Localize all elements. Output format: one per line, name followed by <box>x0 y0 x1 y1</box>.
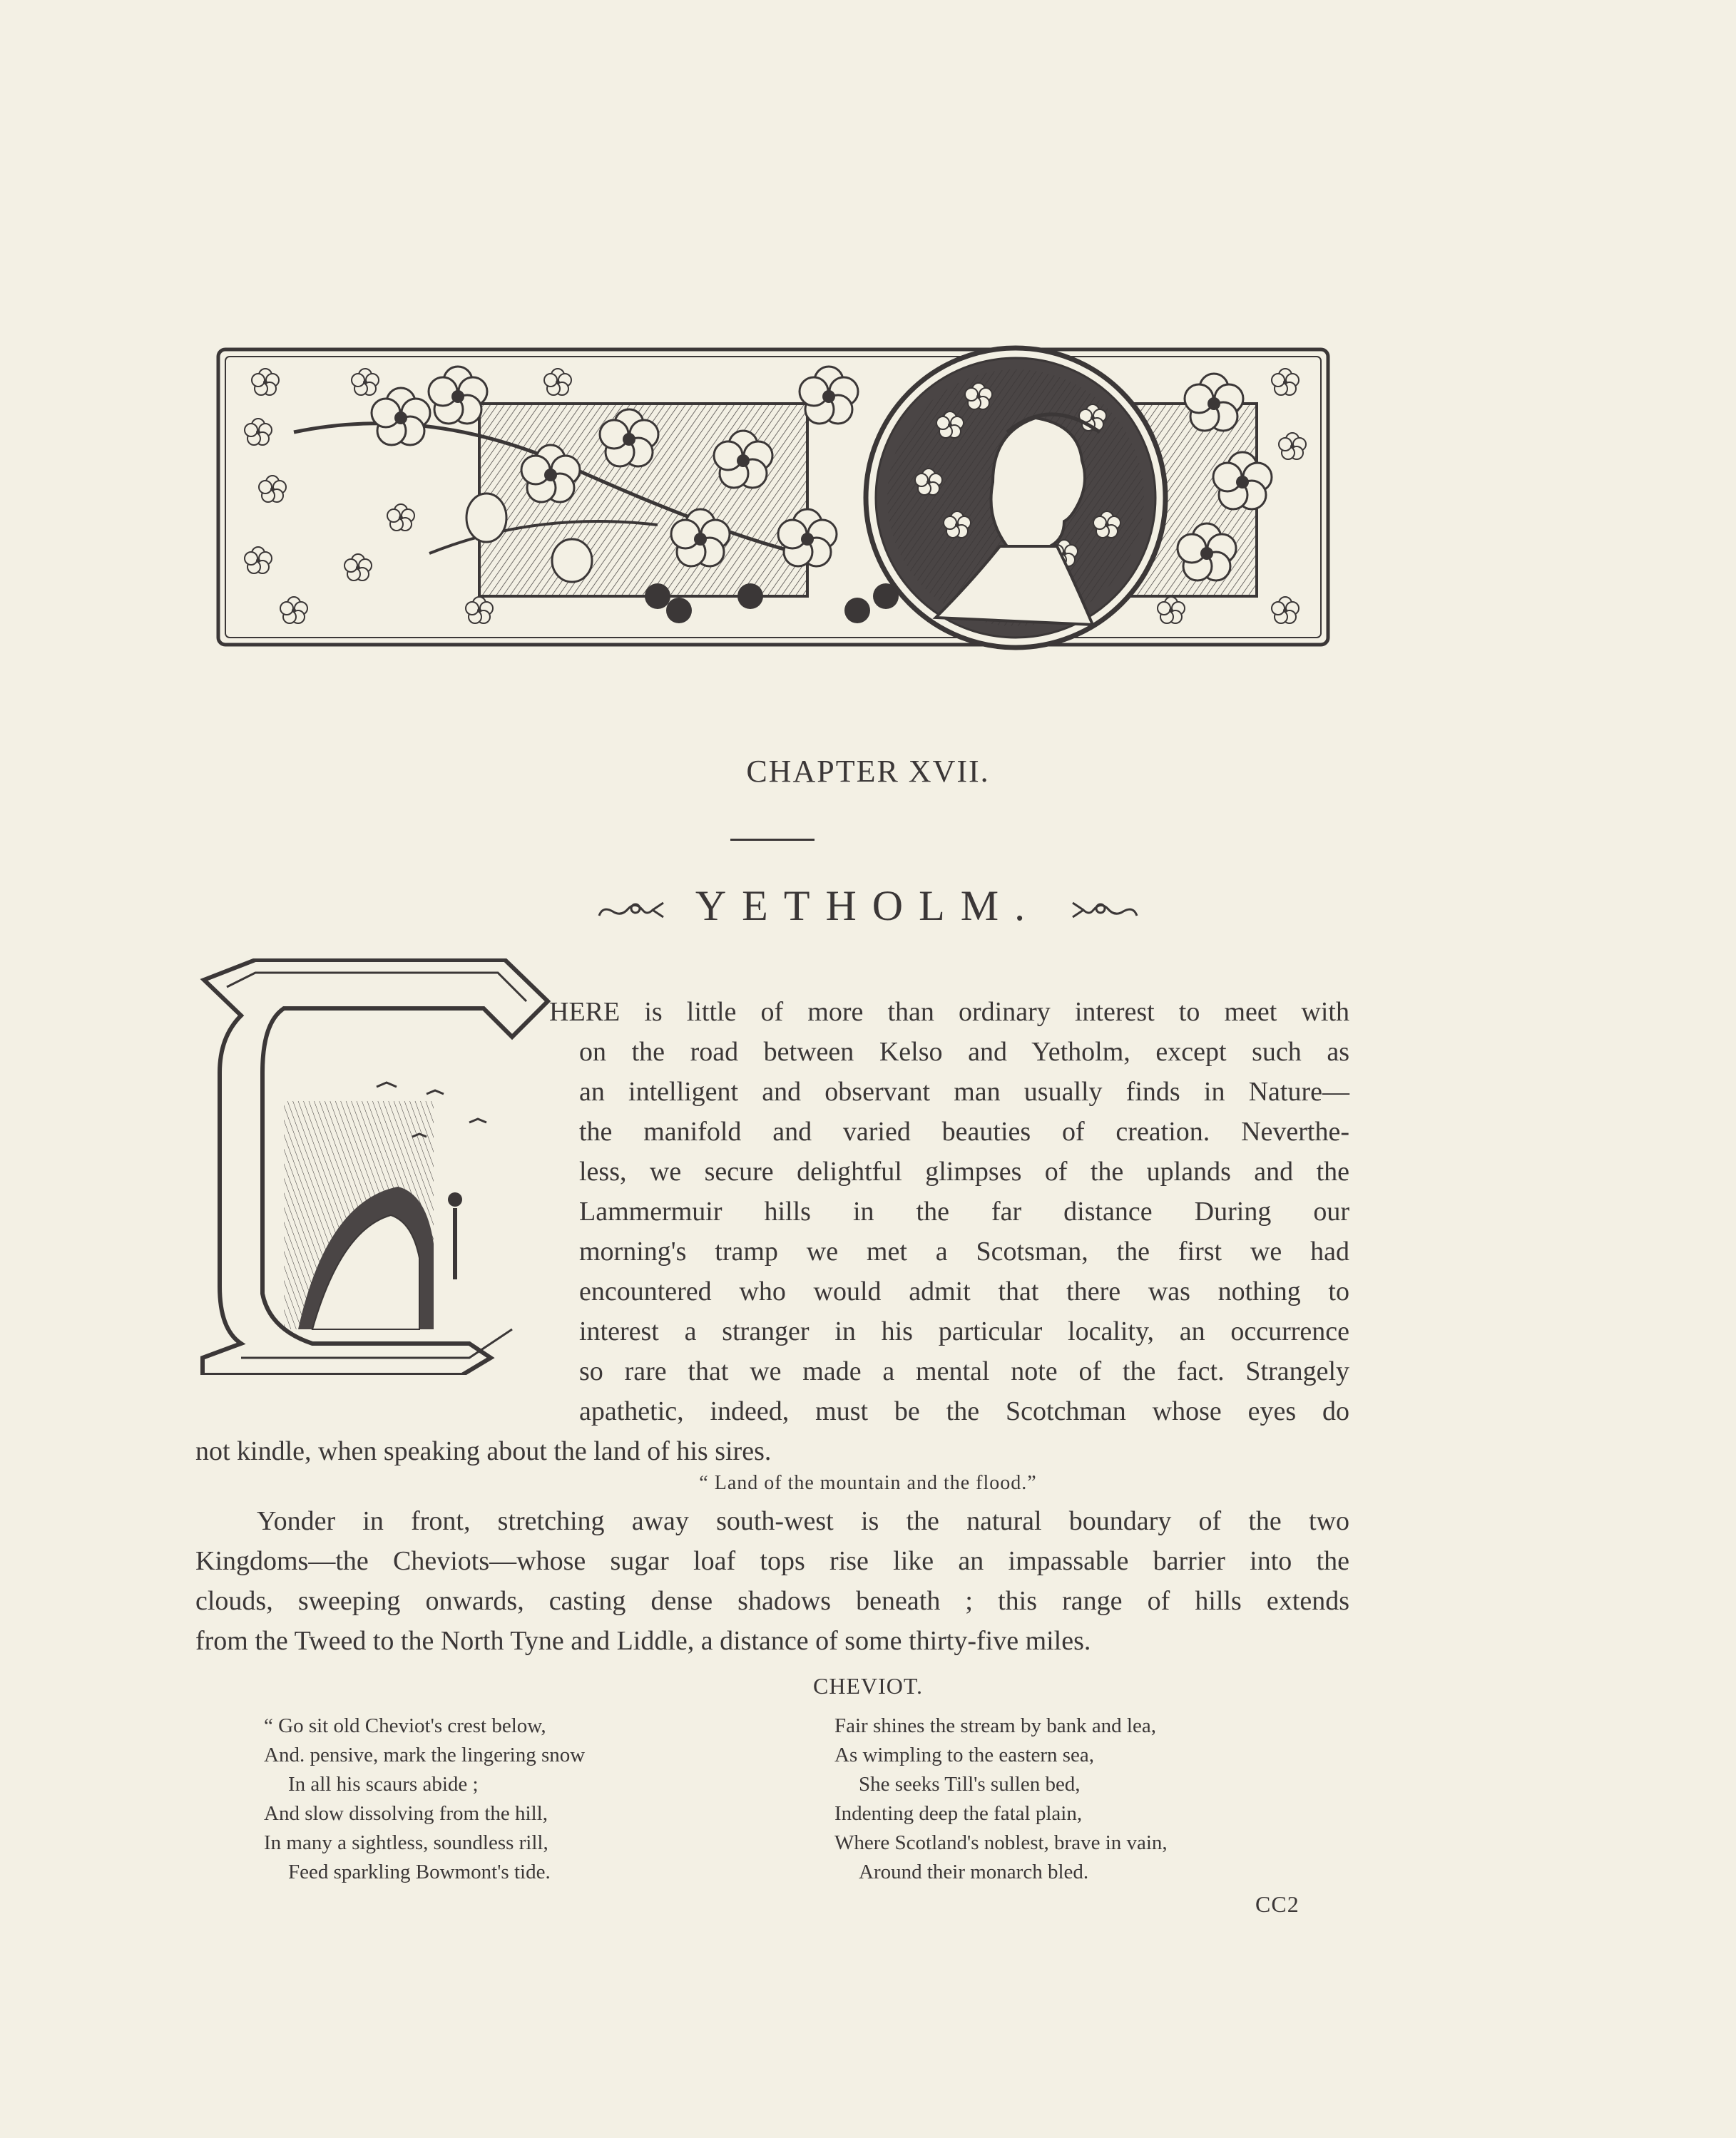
verse-line: In many a sightless, soundless rill, <box>264 1831 548 1854</box>
left-flourish-icon <box>596 896 667 924</box>
right-flourish-icon <box>1069 896 1140 924</box>
text-line: not kindle, when speaking about the land of his sires. <box>195 1436 772 1466</box>
poem-heading: CHEVIOT. <box>812 1673 924 1699</box>
chapter-title: YETHOLM. <box>695 882 1041 929</box>
text-line: morning's tramp we met a Scotsman, the first we had <box>579 1237 1349 1267</box>
verse-line: Fair shines the stream by bank and lea, <box>834 1714 1156 1737</box>
verse-line: As wimpling to the eastern sea, <box>834 1744 1095 1766</box>
poem-left-column <box>264 1712 585 1887</box>
text-line: on the road between Kelso and Yetholm, except such as <box>579 1037 1349 1067</box>
chapter-title-row <box>0 881 1736 938</box>
verse-line: Around their monarch bled. <box>859 1861 1089 1883</box>
text-line: the manifold and varied beauties of creation. Neverthe- <box>579 1117 1349 1147</box>
poem-right-column <box>834 1712 1168 1887</box>
text-line: encountered who would admit that there was nothing to <box>579 1277 1349 1306</box>
decorated-initial-illustration <box>198 958 555 1375</box>
text-line: Lammermuir hills in the far distance During our <box>579 1197 1349 1227</box>
text-line: interest a stranger in his particular locality, an occurrence <box>579 1316 1349 1346</box>
chapter-rule <box>730 839 815 841</box>
text-line: from the Tweed to the North Tyne and Liddle, a distance of some thirty-five miles. <box>195 1626 1091 1656</box>
text-line: less, we secure delightful glimpses of the uplands and the <box>579 1157 1349 1187</box>
verse-line: Feed sparkling Bowmont's tide. <box>288 1861 551 1883</box>
chapter-number: CHAPTER XVII. <box>746 754 990 789</box>
verse-line: And. pensive, mark the lingering snow <box>264 1744 586 1766</box>
verse-line: Where Scotland's noblest, brave in vain, <box>834 1831 1168 1854</box>
verse-line: She seeks Till's sullen bed, <box>859 1773 1081 1796</box>
text-line: an intelligent and observant man usually finds in Nature— <box>579 1077 1349 1107</box>
printer-signature-mark: CC2 <box>1255 1891 1300 1917</box>
text-line: Kingdoms—the Cheviots—whose sugar loaf tops rise like an impassable barrier into the <box>195 1546 1349 1576</box>
verse-line: In all his scaurs abide ; <box>288 1773 479 1796</box>
text-line: so rare that we made a mental note of the fact. Strangely <box>579 1356 1349 1386</box>
inline-quotation: “ Land of the mountain and the flood.” <box>699 1472 1037 1494</box>
text-line: Yonder in front, stretching away south-west is the natural boundary of the two <box>257 1506 1349 1536</box>
verse-line: “ Go sit old Cheviot's crest below, <box>264 1714 546 1737</box>
verse-line: Indenting deep the fatal plain, <box>834 1802 1083 1825</box>
text-line: HERE is little of more than ordinary interest to meet with <box>549 997 1349 1027</box>
text-line: clouds, sweeping onwards, casting dense shadows beneath ; this range of hills extends <box>195 1586 1349 1616</box>
text-line: apathetic, indeed, must be the Scotchman whose eyes do <box>579 1396 1349 1426</box>
verse-line: And slow dissolving from the hill, <box>264 1802 548 1825</box>
floral-banner-illustration <box>215 339 1334 653</box>
